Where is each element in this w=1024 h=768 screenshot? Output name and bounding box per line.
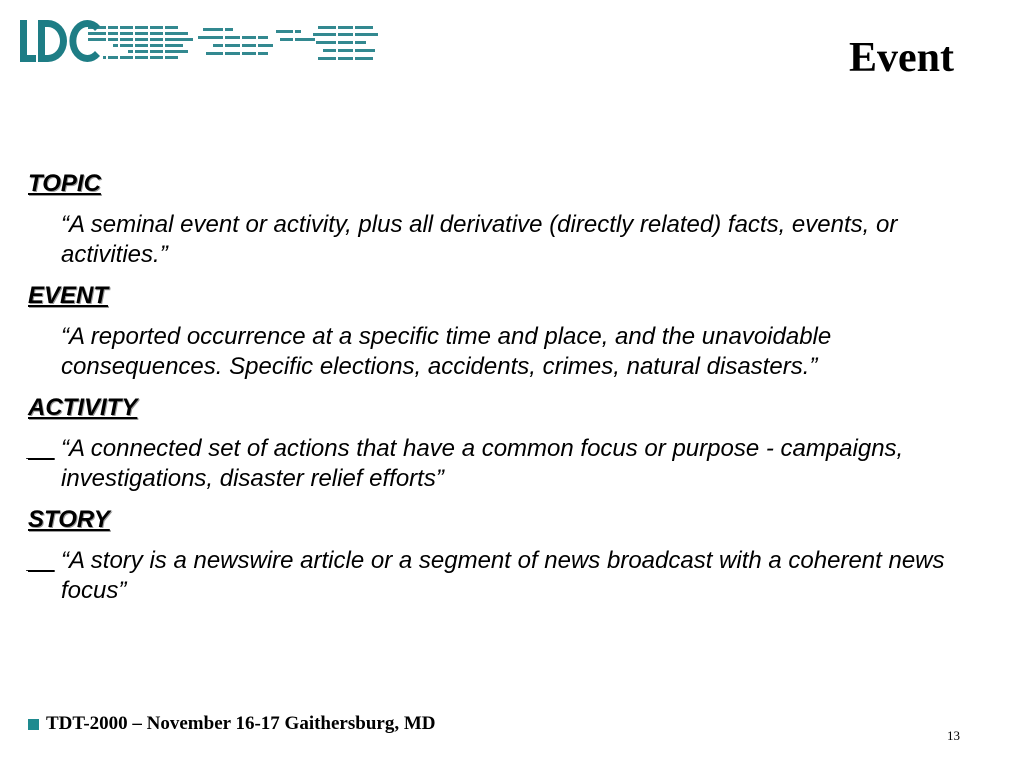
definition-text-event: “A reported occurrence at a specific time and place, and the unavoidable consequences. Specific elections, accidents, crimes, natural disasters.” — [61, 323, 832, 380]
definition-topic — [28, 168, 958, 270]
definition-activity — [28, 392, 958, 494]
definition-text-topic: “A seminal event or activity, plus all derivative (directly related) facts, events, or activities.” — [61, 211, 898, 268]
term-topic: TOPIC — [28, 170, 101, 197]
ldc-logo — [18, 16, 378, 68]
page-number: 13 — [947, 728, 960, 743]
definition-story — [28, 504, 958, 606]
definition-event — [28, 280, 958, 382]
term-story: STORY — [28, 506, 110, 533]
definition-story-dash: __ — [28, 547, 55, 574]
term-event: EVENT — [28, 282, 109, 309]
definition-text-story: “A story is a newswire article or a segment of news broadcast with a coherent news focus” — [61, 547, 945, 604]
definition-text-activity: “A connected set of actions that have a common focus or purpose - campaigns, investigations, disaster relief efforts” — [61, 435, 904, 492]
definition-story-line — [28, 546, 958, 606]
footer-text: TDT-2000 – November 16-17 Gaithersburg, MD — [46, 713, 436, 734]
term-activity: ACTIVITY — [28, 394, 138, 421]
definitions-list — [28, 168, 958, 616]
definition-activity-dash: __ — [28, 435, 55, 462]
footer — [28, 712, 435, 736]
square-bullet-icon — [28, 719, 39, 730]
definition-activity-line — [28, 434, 958, 494]
slide-title: Event — [849, 35, 954, 81]
term-activity-line — [28, 392, 958, 424]
